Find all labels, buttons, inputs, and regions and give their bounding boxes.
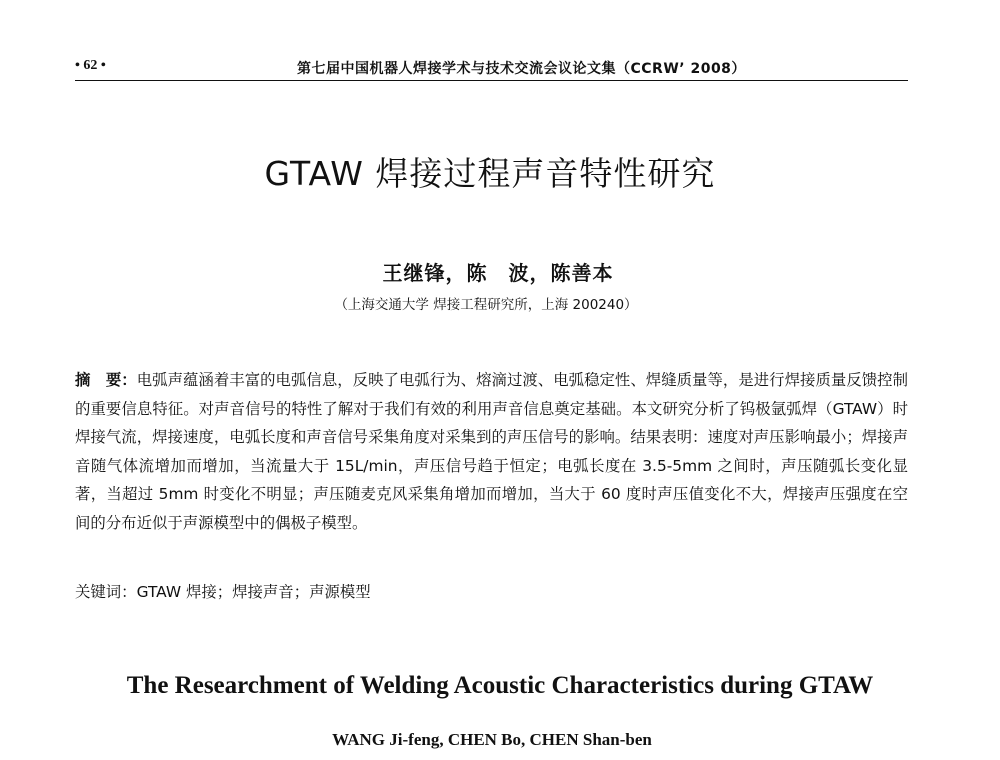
abstract <box>75 366 908 537</box>
affiliation-cn: （上海交通大学 焊接工程研究所，上海 200240） <box>334 297 638 313</box>
paper-title-en: The Researchment of Welding Acoustic Characteristics during GTAW <box>126 672 874 699</box>
abstract-label: 摘 要： <box>75 371 137 389</box>
keywords <box>75 578 908 606</box>
abstract-text: 电弧声蕴涵着丰富的电弧信息，反映了电弧行为、熔滴过渡、电弧稳定性、焊缝质量等，是进行焊接质量反馈控制的重要信息特征。对声音信号的特性了解对于我们有效的利用声音信息奠定基础。本文研究分析了钨极氩弧焊（GTAW）时焊接气流，焊接速度，电弧长度和声音信号采集角度对采集到的声压信号的影响。结果表明：速度对声压影响最小；焊接声音随气体流增加而增加，当流量大于 15L/min，声压信号趋于恒定；电弧长度在 3.5-5mm 之间时，声压随弧长变化显著，当超过 5mm 时变化不明显；声压随麦克风采集角增加而增加，当大于 60 度时声压值变化不大，焊接声压强度在空间的分布近似于声源模型中的偶极子模型。 <box>75 371 908 532</box>
keywords-text: GTAW 焊接；焊接声音；声源模型 <box>136 583 371 601</box>
paper-title-cn: GTAW 焊接过程声音特性研究 <box>264 154 716 193</box>
page-number: • 62 • <box>75 58 106 73</box>
authors-en: WANG Ji-feng, CHEN Bo, CHEN Shan-ben <box>332 730 652 749</box>
authors-cn: 王继锋，陈 波，陈善本 <box>382 261 614 285</box>
keywords-label: 关键词： <box>75 583 137 601</box>
running-header <box>75 56 908 81</box>
proceedings-title: 第七届中国机器人焊接学术与技术交流会议论文集（CCRW’ 2008） <box>297 61 746 77</box>
